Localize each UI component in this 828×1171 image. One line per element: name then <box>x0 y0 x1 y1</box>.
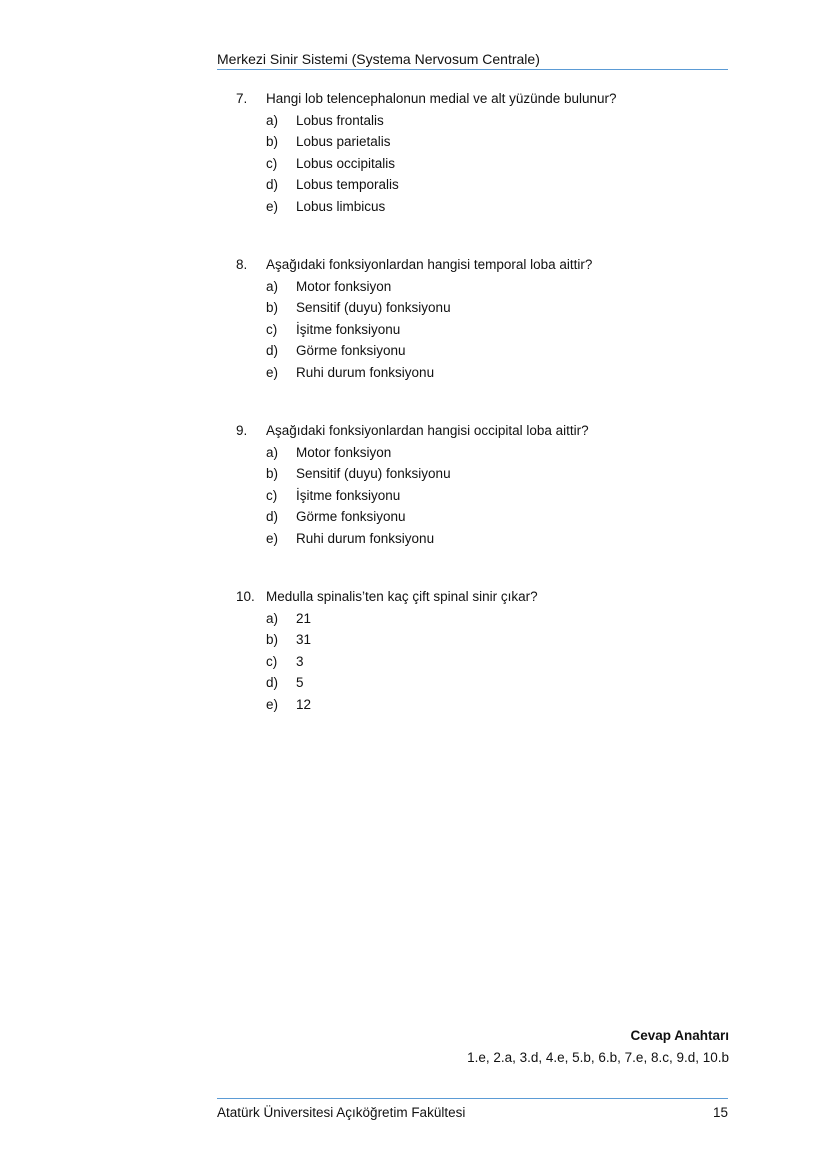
question-text: Hangi lob telencephalonun medial ve alt yüzünde bulunur? <box>266 91 617 106</box>
option-b <box>236 297 736 319</box>
question-text: Medulla spinalis’ten kaç çift spinal sinir çıkar? <box>266 589 538 604</box>
question-number: 7. <box>236 91 248 106</box>
option-text: 31 <box>296 632 312 647</box>
option-text: Görme fonksiyonu <box>296 509 406 524</box>
question-list <box>236 88 736 715</box>
option-letter: d) <box>266 177 279 192</box>
option-letter: c) <box>266 653 278 669</box>
option-letter: b) <box>266 134 279 149</box>
option-letter: d) <box>266 675 279 690</box>
question-stem <box>236 254 736 276</box>
question-8 <box>236 254 736 383</box>
option-letter: a) <box>266 278 279 294</box>
option-letter: e) <box>266 530 279 546</box>
option-letter: a) <box>266 610 279 626</box>
question-7 <box>236 88 736 217</box>
question-number: 10. <box>236 589 255 604</box>
page-header <box>217 50 728 70</box>
option-text: Motor fonksiyon <box>296 278 392 294</box>
question-stem <box>236 88 736 110</box>
option-letter: a) <box>266 112 279 128</box>
option-d <box>236 672 736 694</box>
option-a <box>236 276 736 298</box>
option-text: Sensitif (duyu) fonksiyonu <box>296 300 451 315</box>
option-text: Ruhi durum fonksiyonu <box>296 530 435 546</box>
option-letter: b) <box>266 632 279 647</box>
header-title: Merkezi Sinir Sistemi (Systema Nervosum Centrale) <box>217 51 540 67</box>
option-c <box>236 319 736 341</box>
question-stem <box>236 420 736 442</box>
option-text: Lobus limbicus <box>296 198 386 214</box>
option-text: Ruhi durum fonksiyonu <box>296 364 435 380</box>
option-a <box>236 110 736 132</box>
option-e <box>236 694 736 716</box>
option-letter: c) <box>266 155 278 171</box>
option-text: 5 <box>296 675 304 690</box>
option-text: İşitme fonksiyonu <box>296 487 401 503</box>
question-stem <box>236 586 736 608</box>
question-text: Aşağıdaki fonksiyonlardan hangisi temporal loba aittir? <box>266 257 593 272</box>
option-d <box>236 340 736 362</box>
option-d <box>236 506 736 528</box>
option-letter: c) <box>266 321 278 337</box>
option-text: Lobus occipitalis <box>296 155 396 171</box>
page-number: 15 <box>712 1105 728 1120</box>
option-d <box>236 174 736 196</box>
option-e <box>236 362 736 384</box>
question-number: 8. <box>236 257 248 272</box>
option-c <box>236 485 736 507</box>
option-c <box>236 153 736 175</box>
option-text: Lobus parietalis <box>296 134 391 149</box>
option-text: Lobus frontalis <box>296 112 384 128</box>
answer-key-values: 1.e, 2.a, 3.d, 4.e, 5.b, 6.b, 7.e, 8.c, 9.d, 10.b <box>467 1050 729 1065</box>
footer-institution: Atatürk Üniversitesi Açıköğretim Fakültesi <box>217 1105 466 1120</box>
option-letter: c) <box>266 487 278 503</box>
option-a <box>236 608 736 630</box>
answer-key-title: Cevap Anahtarı <box>630 1028 729 1043</box>
option-b <box>236 629 736 651</box>
question-10 <box>236 586 736 715</box>
option-letter: e) <box>266 364 279 380</box>
option-text: 12 <box>296 696 312 712</box>
option-e <box>236 528 736 550</box>
option-text: Motor fonksiyon <box>296 444 392 460</box>
option-c <box>236 651 736 673</box>
option-letter: b) <box>266 300 279 315</box>
option-letter: d) <box>266 509 279 524</box>
option-letter: e) <box>266 198 279 214</box>
question-number: 9. <box>236 423 248 438</box>
option-letter: d) <box>266 343 279 358</box>
option-e <box>236 196 736 218</box>
option-b <box>236 131 736 153</box>
option-a <box>236 442 736 464</box>
option-text: Lobus temporalis <box>296 177 399 192</box>
option-text: Sensitif (duyu) fonksiyonu <box>296 466 451 481</box>
page-footer <box>217 1098 728 1123</box>
answer-key <box>467 1026 729 1068</box>
option-letter: b) <box>266 466 279 481</box>
option-letter: a) <box>266 444 279 460</box>
option-text: 3 <box>296 653 304 669</box>
option-letter: e) <box>266 696 279 712</box>
option-text: Görme fonksiyonu <box>296 343 406 358</box>
option-text: İşitme fonksiyonu <box>296 321 401 337</box>
option-text: 21 <box>296 610 312 626</box>
question-text: Aşağıdaki fonksiyonlardan hangisi occipital loba aittir? <box>266 423 589 438</box>
question-9 <box>236 420 736 549</box>
option-b <box>236 463 736 485</box>
